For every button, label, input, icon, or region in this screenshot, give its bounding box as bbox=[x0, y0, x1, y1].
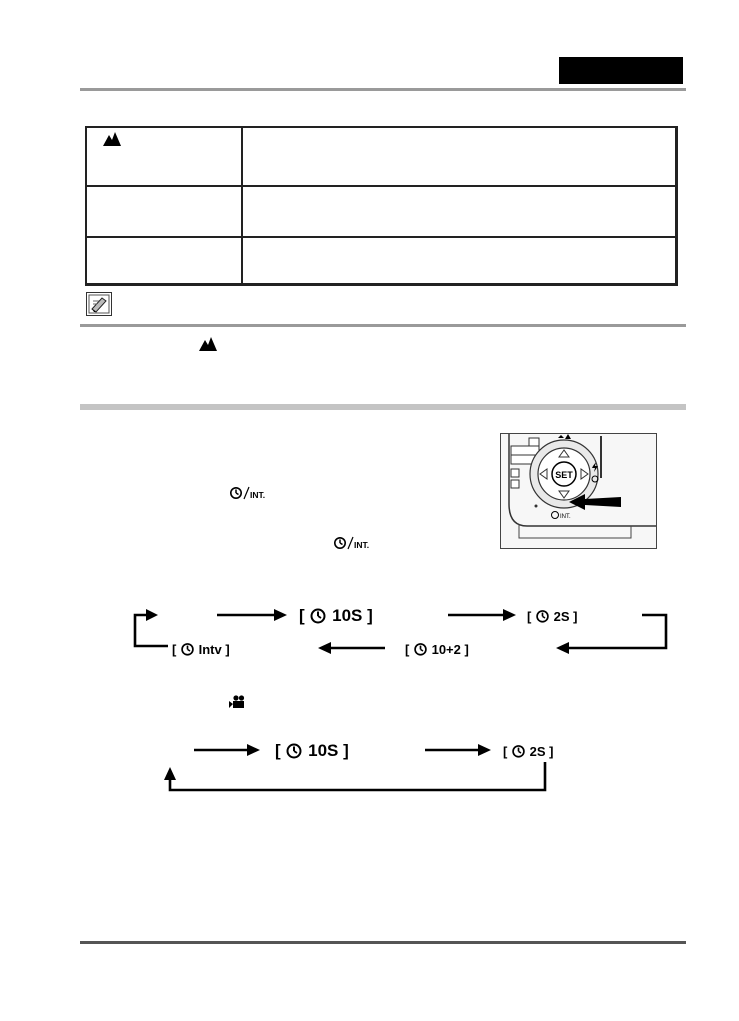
self-timer-icon bbox=[413, 641, 428, 656]
footer-rule bbox=[80, 941, 686, 944]
int-text: INT. bbox=[354, 540, 370, 550]
self-timer-icon bbox=[535, 608, 550, 623]
self-timer-icon bbox=[511, 743, 526, 758]
int-text: INT. bbox=[250, 490, 266, 500]
timer-option-10s: [ 10S ] bbox=[299, 606, 373, 625]
self-timer-icon bbox=[309, 606, 327, 624]
movie-timer-option-2s: [ 2S ] bbox=[503, 744, 554, 759]
movie-camera-icon bbox=[229, 695, 247, 714]
timer-option-interval: [ Intv ] bbox=[172, 642, 230, 657]
self-timer-icon bbox=[285, 741, 303, 759]
self-timer-icon bbox=[180, 641, 195, 656]
set-label: SET bbox=[555, 470, 573, 480]
movie-timer-option-10s: [ 10S ] bbox=[275, 741, 349, 760]
timer-option-10-plus-2: [ 10+2 ] bbox=[405, 642, 469, 657]
timer-option-2s: [ 2S ] bbox=[527, 609, 578, 624]
svg-text:INT.: INT. bbox=[560, 514, 571, 520]
